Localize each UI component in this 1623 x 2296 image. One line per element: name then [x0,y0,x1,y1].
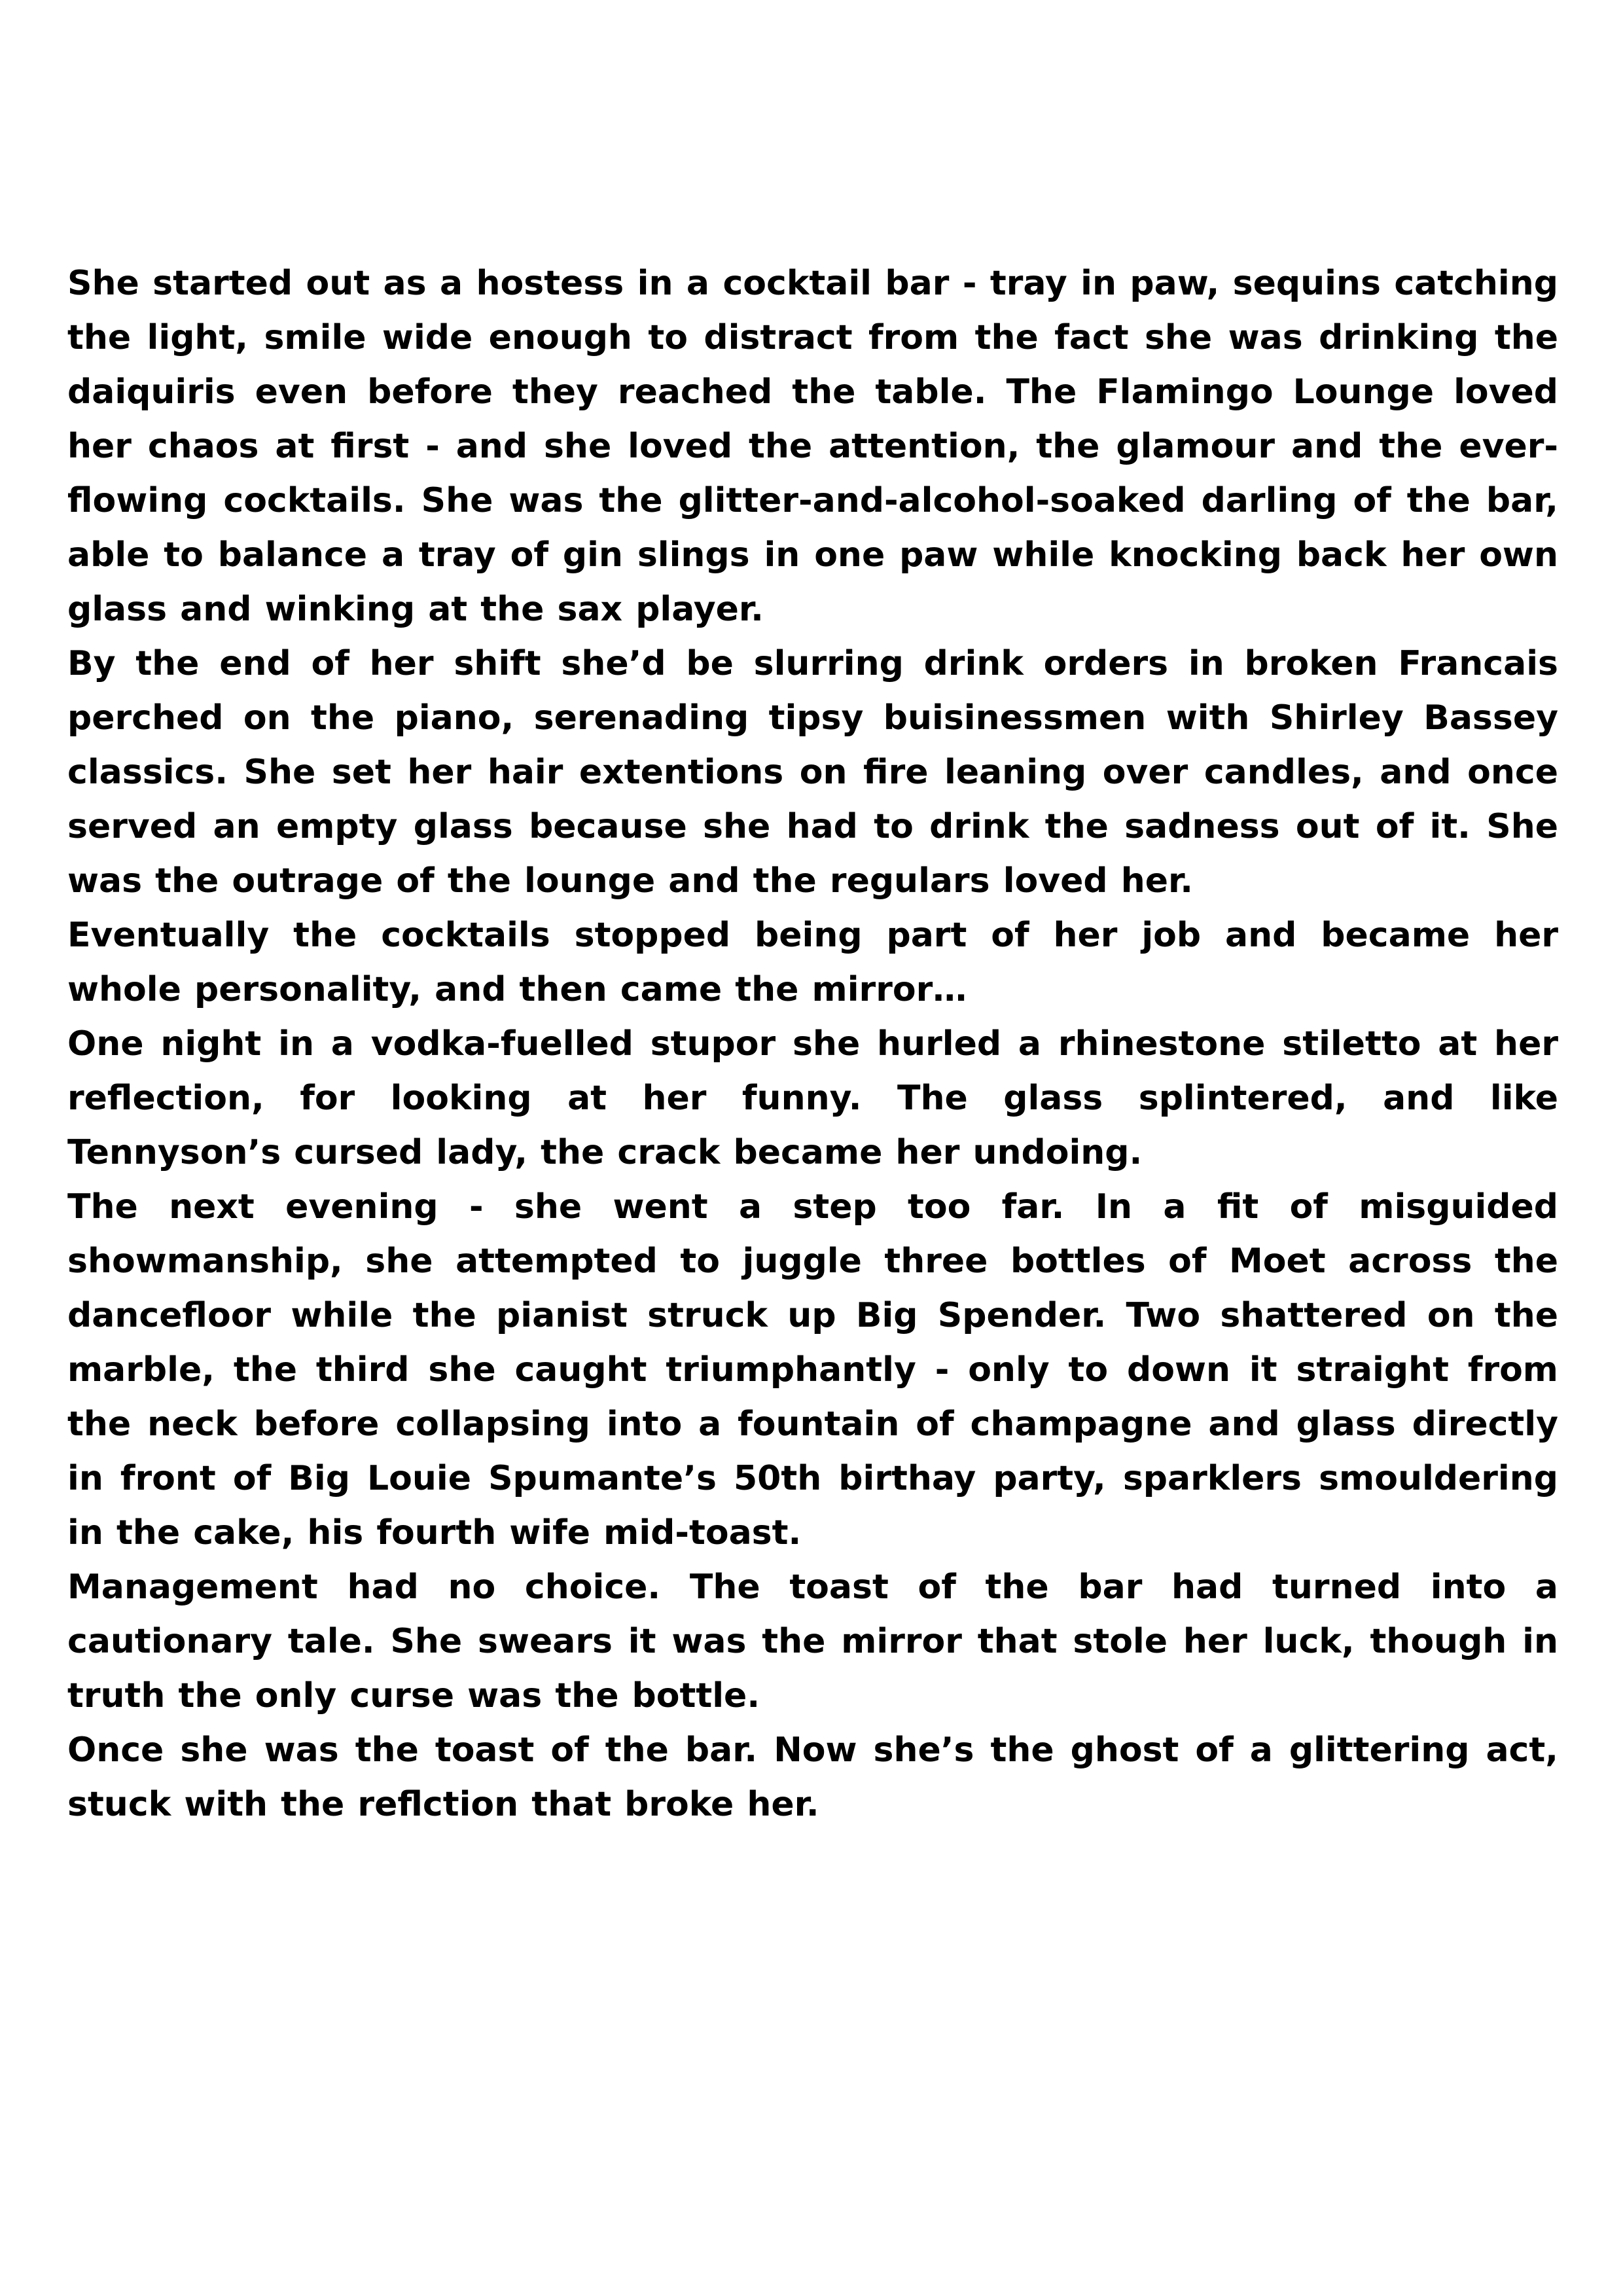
paragraph-cocktails-personality: Eventually the cocktails stopped being part of her job and became her whole personality, and then came the mirror… [67,916,1558,1009]
story-body [67,257,1558,1832]
paragraph-closing: Once she was the toast of the bar. Now she’s the ghost of a glittering act, stuck with the reflction that broke her. [67,1731,1558,1824]
paragraph-management: Management had no choice. The toast of the bar had turned into a cautionary tale. She swears it was the mirror that stole her luck, though in truth the only curse was the bottle. [67,1568,1558,1715]
paragraph-end-of-shift: By the end of her shift she’d be slurring drink orders in broken Francais perched on the piano, serenading tipsy buisinessmen with Shirley Bassey classics. She set her hair extentions on fire leaning over candles, and once served an empty glass because she had to drink the sadness out of it. She was the outrage of the lounge and the regulars loved her. [67,644,1558,901]
paragraph-next-evening: The next evening - she went a step too far. In a fit of misguided showmanship, she attempted to juggle three bottles of Moet across the dancefloor while the pianist struck up Big Spender. Two shattered on the marble, the third she caught triumphantly - only to down it straight from the neck before collapsing into a fountain of champagne and glass directly in front of Big Louie Spumante’s 50th birthay party, sparklers smouldering in the cake, his fourth wife mid-toast. [67,1187,1558,1552]
paragraph-hostess-intro: She started out as a hostess in a cocktail bar - tray in paw, sequins catching the light, smile wide enough to distract from the fact she was drinking the daiquiris even before they reached the table. The Flamingo Lounge loved her chaos at first - and she loved the attention, the glamour and the ever-flowing cocktails. She was the glitter-and-alcohol-soaked darling of the bar, able to balance a tray of gin slings in one paw while knocking back her own glass and winking at the sax player. [67,264,1558,629]
paragraph-mirror-stiletto: One night in a vodka-fuelled stupor she hurled a rhinestone stiletto at her reflection, for looking at her funny. The glass splintered, and like Tennyson’s cursed lady, the crack became her undoing. [67,1024,1558,1172]
